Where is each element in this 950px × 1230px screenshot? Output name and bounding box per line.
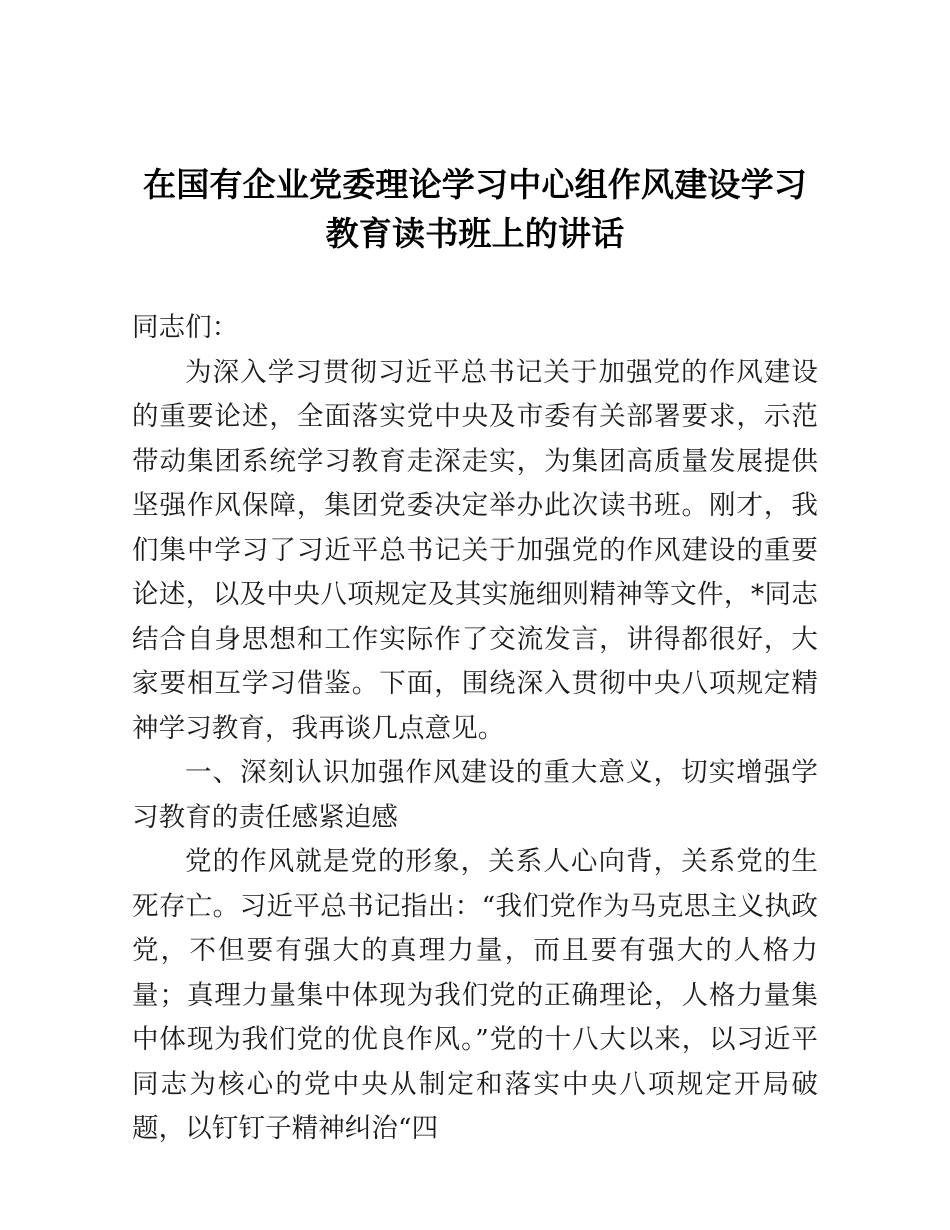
page-text-column <box>132 0 818 1152</box>
opening-paragraph: 为深入学习贯彻习近平总书记关于加强党的作风建设的重要论述，全面落实党中央及市委有关部署要求，示范带动集团系统学习教育走深走实，为集团高质量发展提供坚强作风保障，集团党委决定举办此次读书班。刚才，我们集中学习了习近平总书记关于加强党的作风建设的重要论述，以及中央八项规定及其实施细则精神等文件，*同志结合自身思想和工作实际作了交流发言，讲得都很好，大家要相互学习借鉴。下面，围绕深入贯彻中央八项规定精神学习教育，我再谈几点意见。 <box>132 356 818 744</box>
section-one-body-paragraph: 党的作风就是党的形象，关系人心向背，关系党的生死存亡。习近平总书记指出：“我们党作为马克思主义执政党，不但要有强大的真理力量，而且要有强大的人格力量；真理力量集中体现为我们党的正确理论，人格力量集中体现为我们党的优良作风。”党的十八大以来，以习近平同志为核心的党中央从制定和落实中央八项规定开局破题，以钉钉子精神纠治“四 <box>132 846 818 1144</box>
salutation-paragraph: 同志们： <box>132 312 239 343</box>
document-body <box>132 306 818 1152</box>
title-line-2: 教育读书班上的讲话 <box>325 214 625 253</box>
page-title <box>132 0 818 258</box>
section-heading-one: 一、深刻认识加强作风建设的重大意义，切实增强学习教育的责任感紧迫感 <box>132 757 818 833</box>
title-line-1: 在国有企业党委理论学习中心组作风建设学习 <box>143 165 807 204</box>
